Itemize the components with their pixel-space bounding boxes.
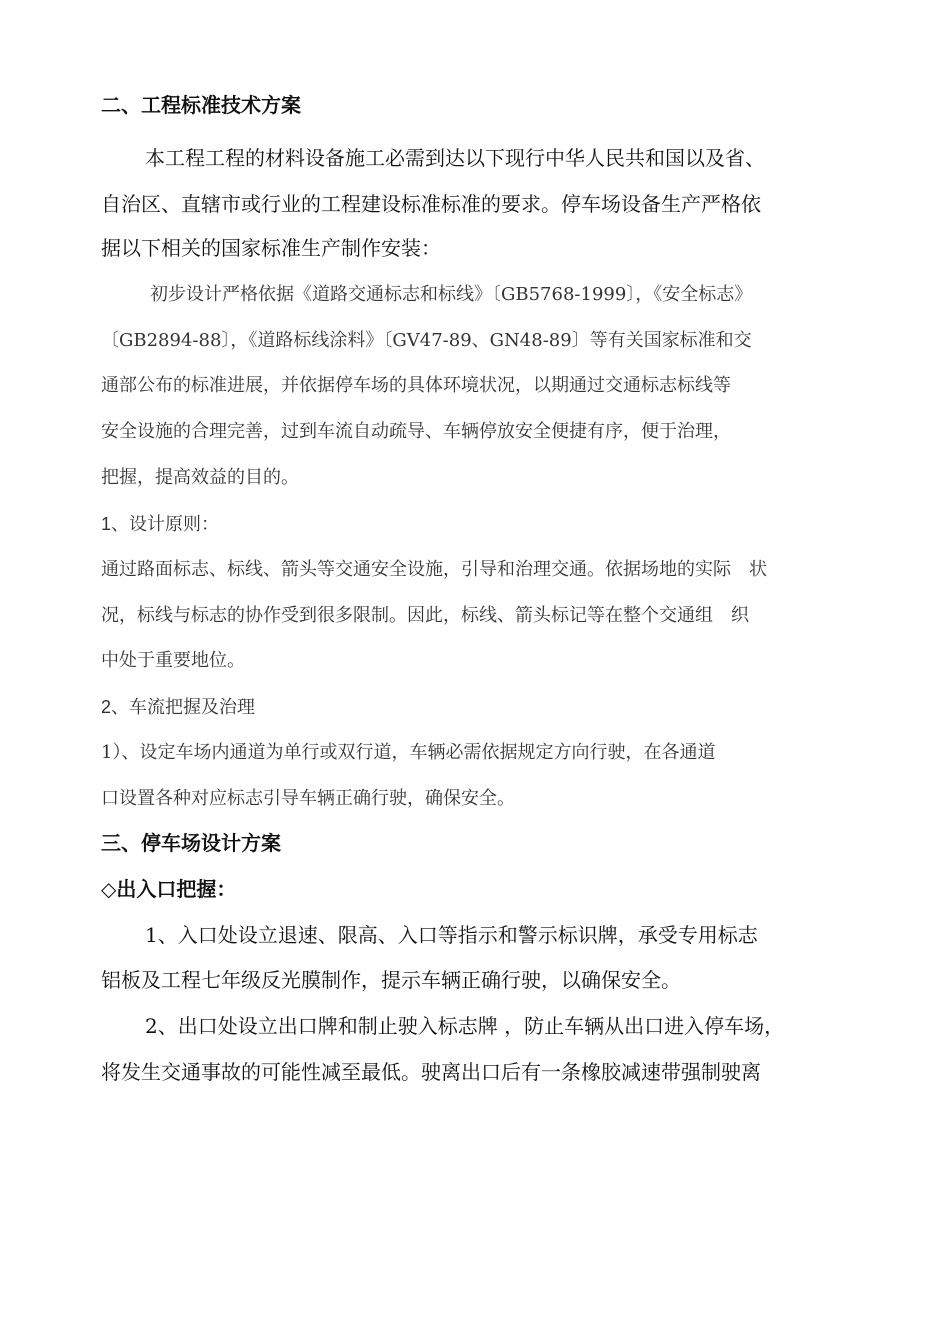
section3-para1-line1: 1、入口处设立退速、限高、入口等指示和警示标识牌，承受专用标志 [145,923,758,947]
section2-heading: 二、工程标准技术方案 [101,93,301,117]
section2-para2-line1: 初步设计严格依据《道路交通标志和标线》〔GB5768-1999〕，《安全标志》 [150,284,753,305]
section3-heading: 三、停车场设计方案 [101,831,281,855]
section2-para2-line4: 安全设施的合理完善，过到车流自动疏导、车辆停放安全便捷有序，便于治理， [101,421,731,442]
section3-para2-line2: 将发生交通事故的可能性减至最低。驶离出口后有一条橡胶减速带强制驶离 [101,1060,761,1084]
section3-subheading: ◇出入口把握： [101,877,237,901]
section3-para1-line2: 铝板及工程七年级反光膜制作，提示车辆正确行驶，以确保安全。 [101,968,681,992]
section2-para1-line1: 本工程工程的材料设备施工必需到达以下现行中华人民共和国以及省、 [145,146,765,170]
section3-para2-line1: 2、出口处设立出口牌和制止驶入标志牌 ，防止车辆从出口进入停车场， [145,1014,785,1038]
item2-body-line2: 口设置各种对应标志引导车辆正确行驶，确保安全。 [101,788,515,809]
section2-para2-line2: 〔GB2894-88〕，《道路标线涂料》〔GV47-89、GN48-89〕等有关国家标准和交 [101,330,752,351]
section2-para2-line5: 把握，提高效益的目的。 [101,467,299,488]
item2-body-line1: 1）、设定车场内通道为单行或双行道，车辆必需依据规定方向行驶，在各通道 [101,742,716,763]
item1-body-line3: 中处于重要地位。 [101,650,245,671]
section2-para1-line3: 据以下相关的国家标准生产制作安装： [101,236,441,260]
section2-para2-line3: 通部公布的标准进展，并依据停车场的具体环境状况，以期通过交通标志标线等 [101,375,731,396]
section2-para1-line2: 自治区、直辖市或行业的工程建设标准标准的要求。停车场设备生产严格依 [101,192,761,216]
item1-body-line1: 通过路面标志、标线、箭头等交通安全设施，引导和治理交通。依据场地的实际 状 [101,559,767,580]
item1-body-line2: 况，标线与标志的协作受到很多限制。因此，标线、箭头标记等在整个交通组 织 [101,605,749,626]
item2-title: 2、车流把握及治理 [101,697,256,717]
item1-title: 1、设计原则： [101,514,220,534]
